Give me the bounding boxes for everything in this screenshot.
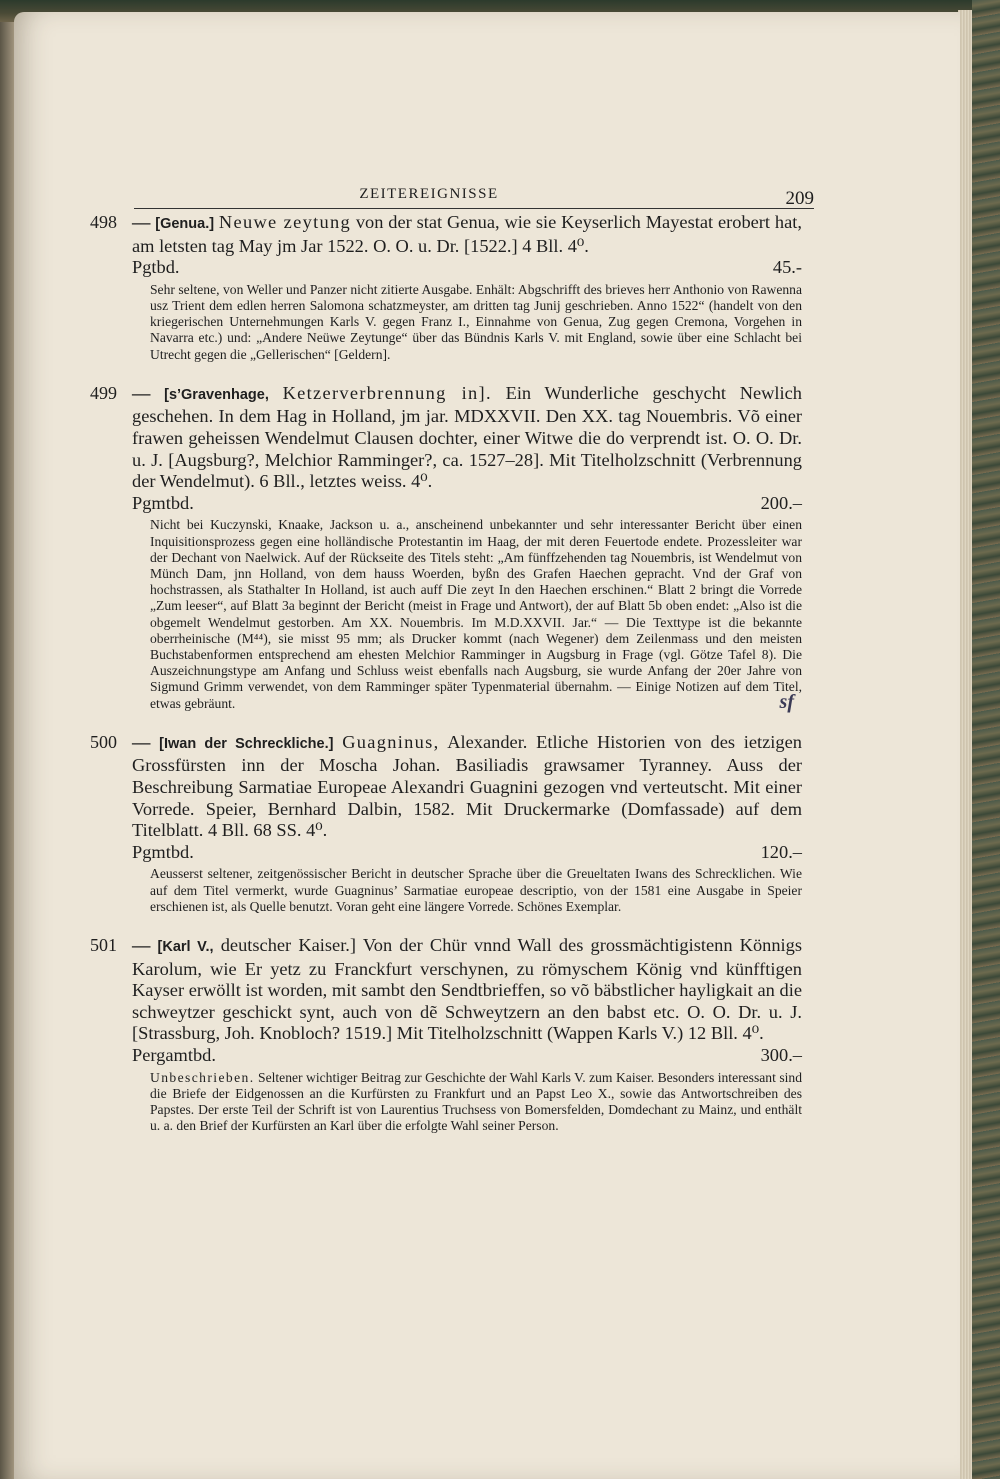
entry-price: 300.– xyxy=(760,1044,802,1065)
entry-binding: Pgtbd. xyxy=(132,257,180,278)
entry-key: [Karl V., xyxy=(157,938,214,955)
catalog-entries xyxy=(82,212,802,1154)
entry-note: Sehr seltene, von Weller und Panzer nicht zitierte Ausgabe. Enhält: Abgschrifft des brieves herr Anthonio von Rawenna usz Trient dem edlen herren Salomona schatzmeyster, am dritten tag Junij geschrieben. Anno 1522“ (handelt von den kriegerischen Unternehmungen Karls V. gegen Franz I., Einnahme von Genua, Zug gegen Cremona, Vorgehen in Navarra etc.) und: „Andere Neüwe Zeytunge“ über das Bündnis Karls V. mit England, sowie über eine Schlacht bei Utrecht gegen die „Gellerischen“ [Geldern]. xyxy=(150,281,802,362)
entry-title-spaced: Ketzerverbrennung in]. xyxy=(282,382,492,403)
entry-binding: Pgmtbd. xyxy=(132,841,194,862)
entry-number: 501 xyxy=(90,934,117,955)
entry-title-spaced: Neuwe zeytung xyxy=(218,212,351,232)
entry-title-spaced: deutscher Kaiser.] xyxy=(220,934,357,955)
pencil-mark: sf xyxy=(779,690,794,713)
entry-key: [Iwan der Schreckliche.] xyxy=(159,735,334,752)
entry-title: — [s’Gravenhage, Ketzerverbrennung in]. Ein Wunderliche geschycht Newlich geschehen. In dem Hag in Holland, jm jar. MDXXVII. Den XX. tag Nouembris. Võ einer frawen geheissen Wendelmut Clausen dochter, einer Witwe die do verprendt ist. O. O. Dr. u. J. [Augsburg?, Melchior Ramminger?, ca. 1527–28]. Mit Titelholzschnitt (Verbrennung der Wendelmut). 6 Bll., letztes weiss. 4⁰. xyxy=(132,382,802,492)
entry-price-line xyxy=(132,842,802,864)
entry-title: — [Genua.] Neuwe zeytung von der stat Genua, wie sie Keyserlich Mayestat erobert hat, am letsten tag May jm Jar 1522. O. O. u. Dr. [1522.] 4 Bll. 4⁰. xyxy=(132,212,802,256)
entry-note-text: Seltener wichtiger Beitrag zur Geschichte der Wahl Karls V. zum Kaiser. Besonders interessant sind die Briefe der Eidgenossen an die Kurfürsten zu Frankfurt und an Papst Leo X., sowie das Antwortschreiben des Papstes. Der erste Teil der Schrift ist von Laurentius Truchsess von Bomersfelden, Domdechant zu Mainz, und enthält u. a. den Brief der Kurfürsten an Karl über die erfolgte Wahl seiner Person. xyxy=(150,1069,802,1134)
catalog-entry xyxy=(82,383,802,712)
entry-price-line xyxy=(132,1045,802,1067)
catalog-entry xyxy=(82,732,802,915)
entry-title-text: von der stat Genua, wie sie Keyserlich Mayestat erobert hat, am letsten tag May jm Jar 1522. O. O. u. Dr. [1522.] 4 Bll. 4⁰. xyxy=(132,212,802,256)
page-edges xyxy=(958,10,972,1479)
entry-title: — [Karl V., deutscher Kaiser.] Von der Chür vnnd Wall des grossmächtigistenn Könnigs Karolum, wie Er yetz zu Franckfurt verschynen, zu römyschem König vnd künfftigen Kayser erwöllt ist worden, mit sambt den Sendtbrieffen, so võ bäbstlicher hayligkait an die schweytzer geschickt synt, auch von dẽ Schweytzern an den babst etc. O. O. Dr. u. J. [Strassburg, Joh. Knobloch? 1519.] Mit Titelholzschnitt (Wappen Karls V.) 12 Bll. 4⁰. xyxy=(132,934,802,1044)
entry-price-line xyxy=(132,257,802,279)
entry-price-line xyxy=(132,493,802,515)
book-cover-edge xyxy=(972,0,1000,1479)
catalog-entry xyxy=(82,935,802,1134)
running-title: ZEITEREIGNISSE xyxy=(359,186,499,202)
entry-number: 500 xyxy=(90,731,117,752)
entry-title-text: Von der Chür vnnd Wall des grossmächtigistenn Könnigs Karolum, wie Er yetz zu Franckfurt verschynen, zu römyschem König vnd künfftigen Kayser erwöllt ist worden, mit sambt den Sendtbrieffen, so võ bäbstlicher hayligkait an die schweytzer geschickt synt, auch von dẽ Schweytzern an den babst etc. O. O. Dr. u. J. [Strassburg, Joh. Knobloch? 1519.] Mit Titelholzschnitt (Wappen Karls V.) 12 Bll. 4⁰. xyxy=(132,934,802,1044)
entry-number: 499 xyxy=(90,382,117,403)
entry-title-text: Ein Wunderliche geschycht Newlich geschehen. In dem Hag in Holland, jm jar. MDXXVII. Den XX. tag Nouembris. Võ einer frawen geheissen Wendelmut Clausen dochter, einer Witwe die do verprendt ist. O. O. Dr. u. J. [Augsburg?, Melchior Ramminger?, ca. 1527–28]. Mit Titelholzschnitt (Verbrennung der Wendelmut). 6 Bll., letztes weiss. 4⁰. xyxy=(132,382,802,492)
catalog-entry xyxy=(82,212,802,363)
entry-binding: Pergamtbd. xyxy=(132,1044,216,1065)
entry-binding: Pgmtbd. xyxy=(132,492,194,513)
page-number: 209 xyxy=(785,188,814,209)
page-header xyxy=(134,184,814,209)
entry-title-spaced: Guagninus, xyxy=(342,731,440,752)
entry-note-spaced: Unbeschrieben. xyxy=(150,1069,255,1085)
entry-title: — [Iwan der Schreckliche.] Guagninus, Alexander. Etliche Historien von des ietzigen Grossfürsten inn der Moscha Johan. Basiliadis grawsamer Tyranney. Auss der Beschreibung Sarmatiae Europeae Alexandri Guagnini gezogen vnd verteutscht. Mit einer Vorrede. Speier, Bernhard Dalbin, 1582. Mit Druckermarke (Domfassade) auf dem Titelblatt. 4 Bll. 68 SS. 4⁰. xyxy=(132,731,802,841)
entry-price: 120.– xyxy=(760,841,802,862)
entry-note xyxy=(150,1070,802,1135)
entry-note: Nicht bei Kuczynski, Knaake, Jackson u. a., anscheinend unbekannter und sehr interessanter Bericht über einen Inquisitionsprozess gegen eine holländische Protestantin im Haag, der mit deren Feuertode endete. Prozessleiter war der Dechant von Naelwick. Auf der Rückseite des Titels steht: „Am fünffzehenden tag Nouembris, ist Wendelmut von Münch Dam, jnn Holland, von dem hauss Woerden, byßn des Grafen Haechen gepracht. Vnd der Graf von hochstrassen, als Stathalter In Holland, ist auch auff Die zeyt In den Haechen erschinen.“ Blatt 2 bringt die Vorrede „Zum leeser“, auf Blatt 3a beginnt der Bericht (meist in Frage und Antwort), der auf Blatt 5b oben endet: „Also ist die obgemelt Wendelmut gestorben. Am XX. Nouembris. Im M.D.XXVII. Jar.“ — Die Texttype ist die bekannte oberrheinische (M⁴⁴), sie misst 95 mm; als Drucker kommt (nach Wegener) dem Zeilenmass und den meisten Buchstabenformen entsprechend am ehesten Melchior Ramminger in Augsburg in Frage (vgl. Götze Tafel 8). Die Auszeichnungstype am Anfang und Schluss weist ebenfalls nach Augsburg, sie wurde Anfang der 20er Jahre von Sigmund Grimm verwendet, von dem Ramminger später Typenmaterial übernahm. — Einige Notizen auf dem Titel, etwas gebräunt. xyxy=(150,517,802,711)
entry-note: Aeusserst seltener, zeitgenössischer Bericht in deutscher Sprache über die Greueltaten Iwans des Schrecklichen. Wie auf dem Titel vermerkt, wurde Guagninus’ Sarmatiae europeae descriptio, von der 1581 eine Ausgabe in Speier erschienen ist, als Quelle benutzt. Voran geht eine längere Vorrede. Schönes Exemplar. xyxy=(150,866,802,914)
entry-key: [Genua.] xyxy=(155,216,215,232)
entry-number: 498 xyxy=(90,212,117,232)
entry-title-text: Alexander. Etliche Historien von des ietzigen Grossfürsten inn der Moscha Johan. Basiliadis grawsamer Tyranney. Auss der Beschreibung Sarmatiae Europeae Alexandri Guagnini gezogen vnd verteutscht. Mit einer Vorrede. Speier, Bernhard Dalbin, 1582. Mit Druckermarke (Domfassade) auf dem Titelblatt. 4 Bll. 68 SS. 4⁰. xyxy=(132,731,802,841)
entry-price: 45.- xyxy=(772,257,802,278)
entry-key: [s’Gravenhage, xyxy=(164,386,269,403)
entry-price: 200.– xyxy=(760,492,802,513)
